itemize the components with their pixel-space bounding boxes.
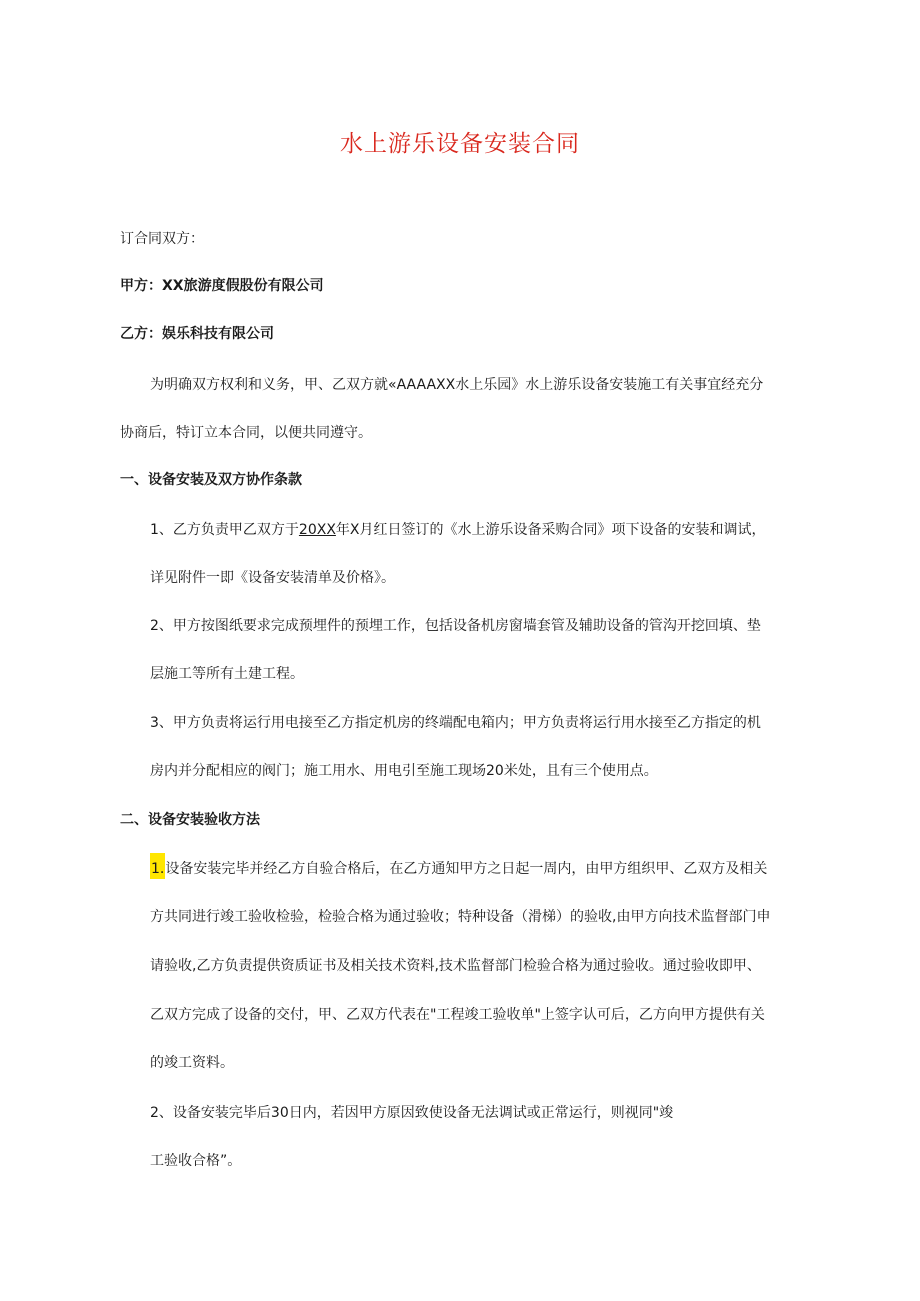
document-title: 水上游乐设备安装合同 <box>340 131 580 157</box>
section-2-item-1-line-2: 方共同进行竣工验收检验，检验合格为通过验收；特种设备（滑梯）的验收,由甲方向技术监督部门申 <box>150 909 771 925</box>
section-1-heading: 一、设备安装及双方协作条款 <box>120 472 302 488</box>
section-2-item-1-line-1 <box>150 858 767 880</box>
section-1-item-1-line-1 <box>150 519 766 541</box>
item-1-rest: 年X月红日签订的《水上游乐设备采购合同》项下设备的安装和调试， <box>335 522 766 538</box>
preamble-line-2: 协商后，特订立本合同，以便共同遵守。 <box>120 425 372 441</box>
party-a: 甲方：XX旅游度假股份有限公司 <box>120 278 324 294</box>
item-1-prefix: 1、乙方负责甲乙双方于 <box>150 522 299 538</box>
section-2-item-1-line-5: 的竣工资料。 <box>150 1055 234 1071</box>
section-1-item-3-line-1: 3、甲方负责将运行用电接至乙方指定机房的终端配电箱内；甲方负责将运行用水接至乙方指定的机 <box>150 715 761 731</box>
preamble-line-1: 为明确双方权利和义务，甲、乙双方就«AAAAXX水上乐园》水上游乐设备安装施工有关事宜经充分 <box>150 377 764 393</box>
section-2-item-1-line-4: 乙双方完成了设备的交付，甲、乙双方代表在"工程竣工验收单"上签字认可后，乙方向甲方提供有关 <box>150 1007 765 1023</box>
item-1-text: 设备安装完毕并经乙方自验合格后，在乙方通知甲方之日起一周内，由甲方组织甲、乙双方及相关 <box>165 861 768 877</box>
party-b: 乙方：娱乐科技有限公司 <box>120 326 274 342</box>
section-1-item-1-line-2: 详见附件一即《设备安装清单及价格》。 <box>150 570 395 586</box>
section-2-item-2-line-1: 2、设备安装完毕后30日内，若因甲方原因致使设备无法调试或正常运行，则视同"竣 <box>150 1105 674 1121</box>
section-2-item-2-line-2: 工验收合格”。 <box>150 1153 242 1169</box>
section-1-item-3-line-2: 房内并分配相应的阀门；施工用水、用电引至施工现场20米处，且有三个使用点。 <box>150 763 658 779</box>
intro-text: 订合同双方： <box>120 231 204 247</box>
item-1-date: 20XX <box>298 522 336 538</box>
highlighted-item-number: 1. <box>150 853 165 879</box>
section-2-item-1-line-3: 请验收,乙方负责提供资质证书及相关技术资料,技术监督部门检验合格为通过验收。通过验收即甲、 <box>150 958 761 974</box>
section-2-heading: 二、设备安装验收方法 <box>120 812 260 828</box>
section-1-item-2-line-2: 层施工等所有土建工程。 <box>150 666 304 682</box>
section-1-item-2-line-1: 2、甲方按图纸要求完成预埋件的预埋工作，包括设备机房窗墙套管及辅助设备的管沟开挖回填、垫 <box>150 618 761 634</box>
